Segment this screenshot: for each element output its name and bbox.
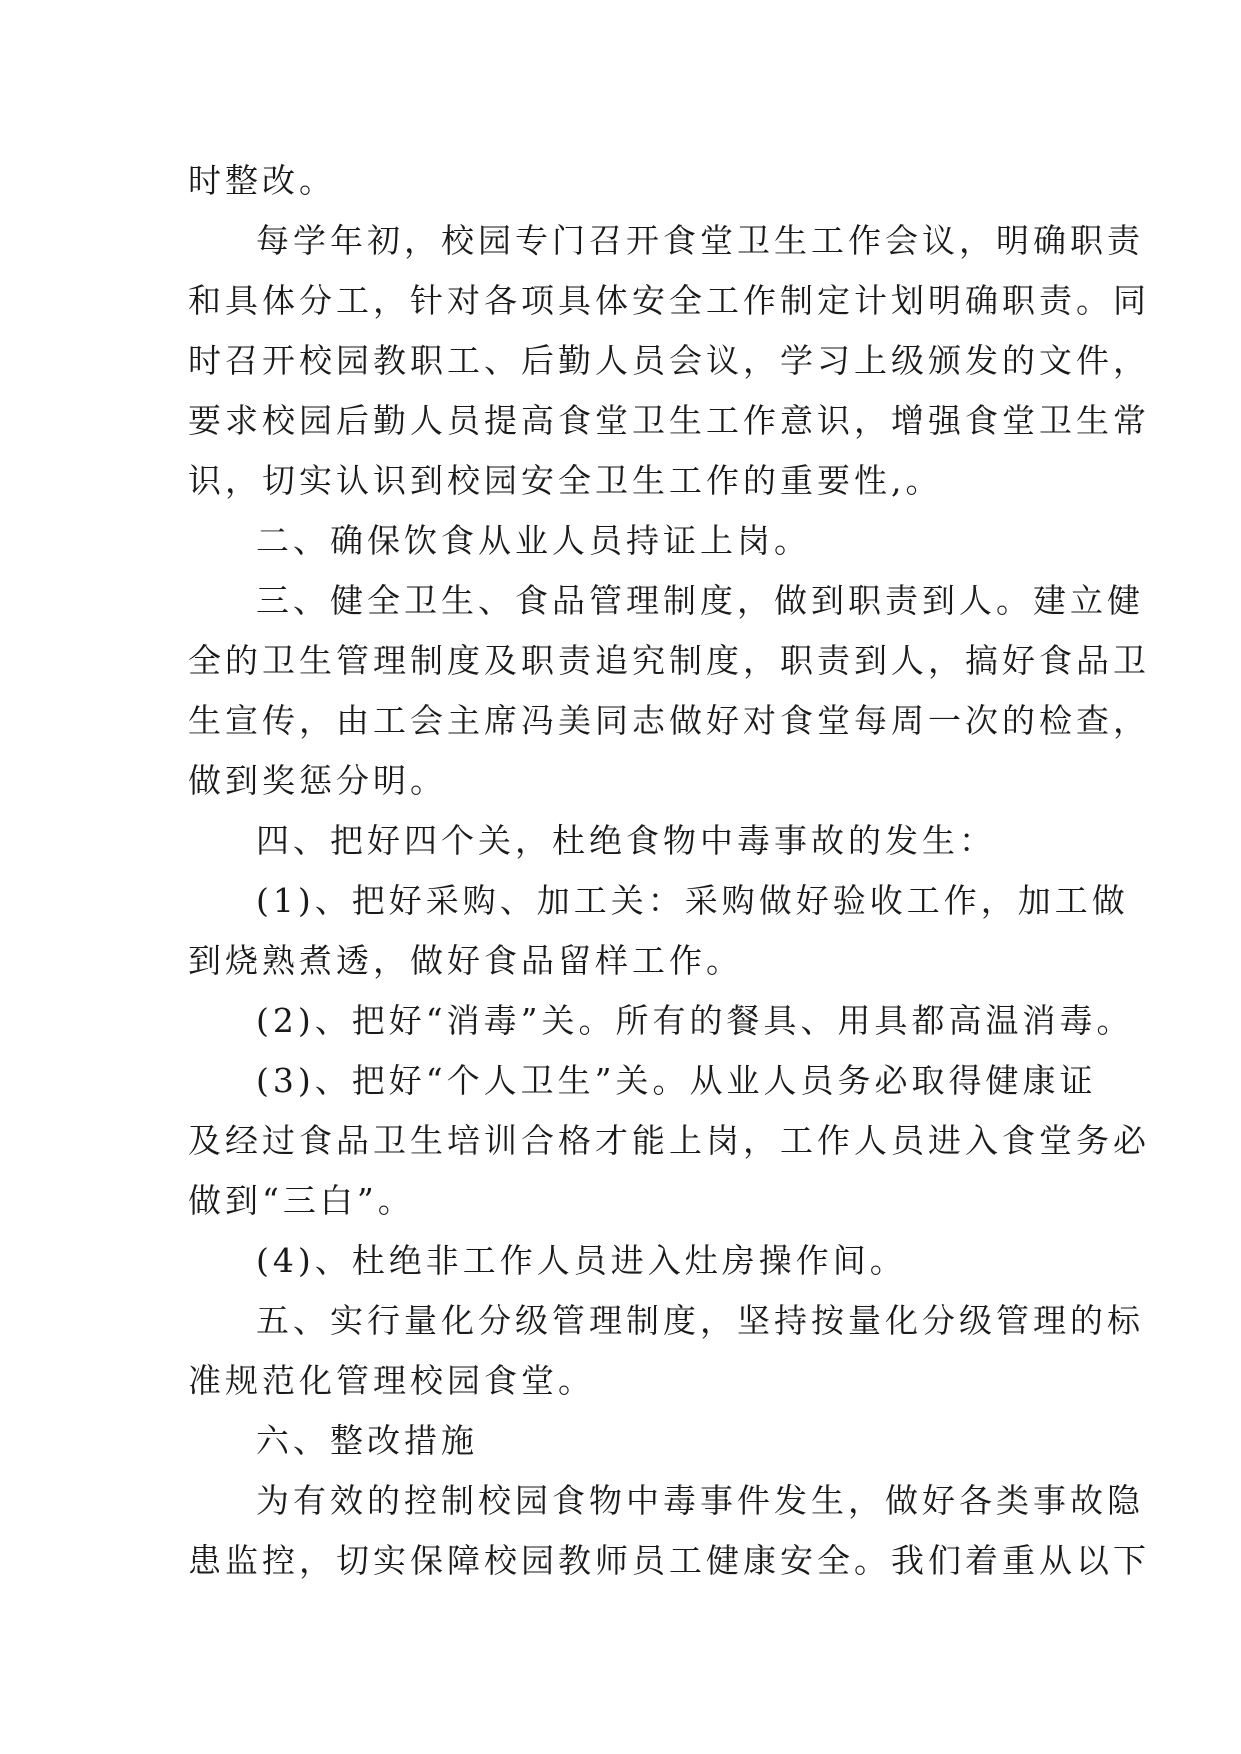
text-line: (1)、把好采购、加工关：采购做好验收工作，加工做 (256, 881, 1129, 920)
text-line: 三、健全卫生、食品管理制度，做到职责到人。建立健 (256, 581, 1144, 620)
text-line: (3)、把好“个人卫生”关。从业人员务必取得健康证 (256, 1061, 1097, 1100)
text-line: 为有效的控制校园食物中毒事件发生，做好各类事故隐 (256, 1481, 1144, 1520)
text-line: 全的卫生管理制度及职责追究制度，职责到人，搞好食品卫 (188, 641, 1150, 680)
text-line: 二、确保饮食从业人员持证上岗。 (256, 521, 811, 560)
text-line: 做到“三白”。 (188, 1181, 415, 1220)
text-line: (4)、杜绝非工作人员进入灶房操作间。 (256, 1241, 907, 1280)
text-line: 要求校园后勤人员提高食堂卫生工作意识，增强食堂卫生常 (188, 401, 1150, 440)
text-line: 生宣传，由工会主席冯美同志做好对食堂每周一次的检查， (188, 701, 1150, 740)
text-line: 及经过食品卫生培训合格才能上岗，工作人员进入食堂务必 (188, 1121, 1150, 1160)
text-line: 到烧熟煮透，做好食品留样工作。 (188, 941, 743, 980)
document-body (188, 151, 1150, 1591)
text-line: 时整改。 (188, 161, 336, 200)
text-line: 和具体分工，针对各项具体安全工作制定计划明确职责。同 (188, 281, 1150, 320)
text-line: 识，切实认识到校园安全卫生工作的重要性,。 (188, 461, 943, 500)
text-line: 五、实行量化分级管理制度，坚持按量化分级管理的标 (256, 1301, 1144, 1340)
text-line: 时召开校园教职工、后勤人员会议，学习上级颁发的文件， (188, 341, 1150, 380)
text-line: 患监控，切实保障校园教师员工健康安全。我们着重从以下 (188, 1541, 1150, 1580)
text-line: 每学年初，校园专门召开食堂卫生工作会议，明确职责 (256, 221, 1144, 260)
text-line: 四、把好四个关，杜绝食物中毒事故的发生： (256, 821, 996, 860)
text-line: 做到奖惩分明。 (188, 761, 447, 800)
text-line: 六、整改措施 (256, 1421, 478, 1460)
text-line: 准规范化管理校园食堂。 (188, 1361, 595, 1400)
text-line: (2)、把好“消毒”关。所有的餐具、用具都高温消毒。 (256, 1001, 1134, 1040)
